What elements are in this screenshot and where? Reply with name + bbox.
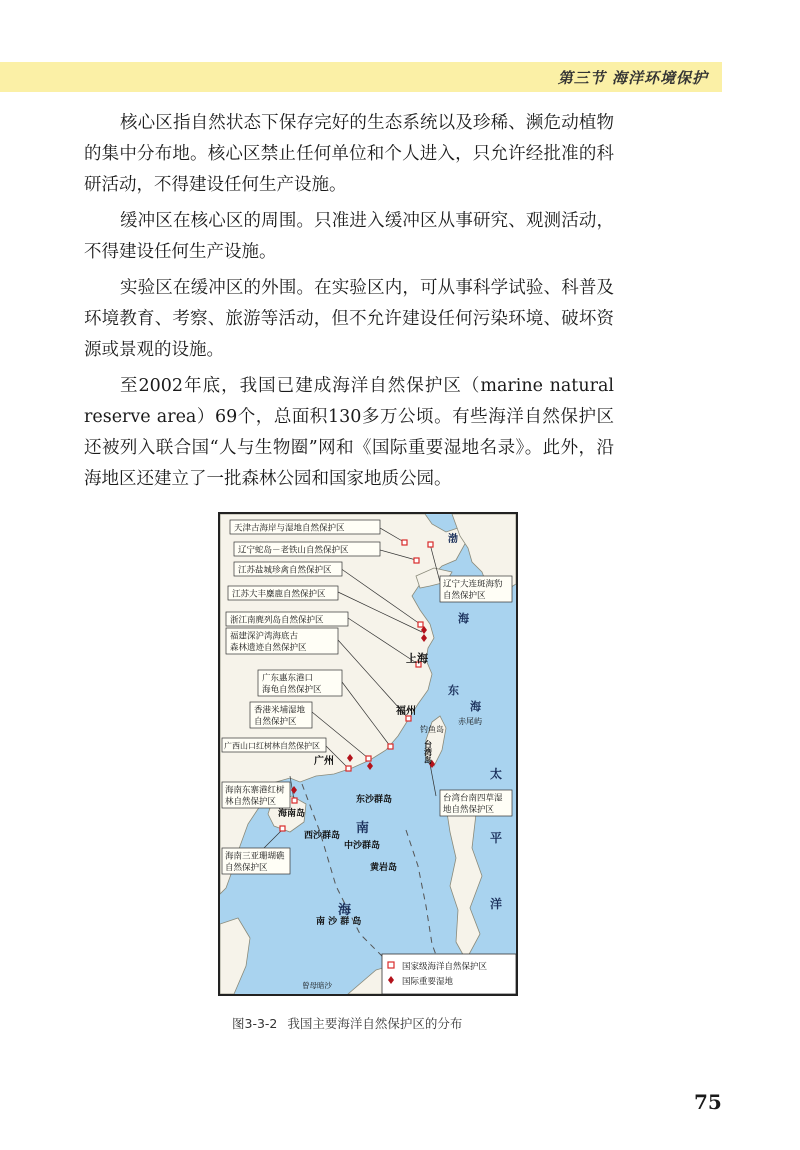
reserve-square: [402, 540, 407, 545]
place-shanghai: 上海: [406, 652, 428, 665]
map-svg: [220, 514, 516, 994]
label-fujian-line1: 福建深沪湾海底古: [230, 631, 299, 642]
place-huanghai: 海: [458, 612, 469, 625]
place-bohai: 渤: [448, 534, 458, 545]
caption-number: 图3-3-2: [232, 1016, 278, 1031]
paragraph-buffer-zone: 缓冲区在核心区的周围。只准进入缓冲区从事研究、观测活动，不得建设任何生产设施。: [84, 211, 614, 262]
reserve-square: [346, 766, 351, 771]
map-legend: [382, 954, 516, 994]
place-nansha: 南 沙 群 岛: [316, 917, 362, 927]
label-dalian-line2: 自然保护区: [443, 591, 486, 601]
place-dongsha: 东沙群岛: [356, 795, 393, 805]
section-title: 第三节 海洋环境保护: [557, 69, 708, 87]
place-donghai-1: 东: [448, 684, 459, 697]
reserve-square: [388, 744, 393, 749]
place-zengmuansha: 曾母暗沙: [302, 981, 332, 990]
reserve-square: [414, 558, 419, 563]
place-guangzhou: 广州: [314, 756, 334, 767]
paragraph-reserve-stats: 至2002年底，我国已建成海洋自然保护区（marine natural reserve area）69个，总面积130多万公顷。有些海洋自然保护区还被列入联合国“人与生物圈”网和《国际重要湿地名录》。此外，沿海地区还建立了一批森林公园和国家地质公园。: [84, 376, 614, 489]
label-hainan-dongzhai-line1: 海南东寨港红树: [225, 785, 285, 796]
place-taipingyang-2: 平: [490, 831, 503, 845]
legend-square-symbol: [388, 962, 394, 968]
legend-national-reserve: 国家级海洋自然保护区: [402, 962, 488, 972]
place-taiwan-dao: 台湾岛: [423, 740, 433, 764]
reserve-square: [280, 826, 285, 831]
legend-wetland: 国际重要湿地: [402, 977, 454, 987]
label-guangdong-line1: 广东惠东港口: [262, 673, 314, 684]
reserve-square: [292, 798, 297, 803]
place-donghai-2: 海: [470, 700, 481, 713]
place-huangyandao: 黄岩岛: [370, 863, 398, 873]
place-xisha: 西沙群岛: [304, 831, 341, 841]
label-hainan-sanya-line2: 自然保护区: [225, 863, 268, 873]
label-zhejiang-nanji: 浙江南麂列岛自然保护区: [230, 615, 324, 626]
label-jiangsu-yancheng: 江苏盐城珍禽自然保护区: [238, 565, 332, 576]
body-text: [84, 108, 614, 500]
place-chiweiyu: 赤尾屿: [458, 717, 482, 726]
place-zhongsha: 中沙群岛: [344, 841, 381, 851]
place-nanhai-2: 海: [338, 903, 352, 918]
label-hainan-dongzhai-line2: 林自然保护区: [225, 797, 277, 807]
label-tianjin: 天津古海岸与湿地自然保护区: [234, 523, 345, 534]
label-guangxi: 广西山口红树林自然保护区: [224, 741, 320, 751]
figure-caption: [232, 1014, 462, 1032]
place-fuzhou: 福州: [396, 706, 416, 717]
label-hainan-sanya-line1: 海南三亚珊瑚礁: [225, 851, 285, 862]
paragraph-core-zone: 核心区指自然状态下保存完好的生态系统以及珍稀、濒危动植物的集中分布地。核心区禁止任何单位和个人进入，只允许经批准的科研活动，不得建设任何生产设施。: [84, 113, 614, 195]
label-taiwan-line1: 台湾台南四草湿: [443, 793, 503, 804]
reserve-square: [418, 622, 423, 627]
place-hainan-dao: 海南岛: [278, 809, 306, 819]
place-taipingyang-3: 洋: [490, 897, 503, 911]
reserve-square: [366, 756, 371, 761]
header-band: [0, 62, 722, 92]
place-taipingyang-1: 太: [490, 767, 503, 781]
label-guangdong-line2: 海龟自然保护区: [262, 685, 322, 695]
label-taiwan-line2: 地自然保护区: [443, 805, 495, 815]
label-fujian-line2: 森林遗迹自然保护区: [230, 643, 307, 653]
reserve-square: [428, 542, 433, 547]
place-nanhai-1: 南: [356, 821, 370, 836]
place-diaoyudao: 钓鱼岛: [420, 725, 444, 734]
label-hongkong-line2: 自然保护区: [254, 717, 297, 727]
label-liaoning-shedao: 辽宁蛇岛－老铁山自然保护区: [238, 545, 349, 556]
paragraph-experimental-zone: 实验区在缓冲区的外围。在实验区内，可从事科学试验、科普及环境教育、考察、旅游等活动，但不允许建设任何污染环境、破坏资源或景观的设施。: [84, 278, 614, 360]
label-hongkong-line1: 香港米埔湿地: [254, 705, 306, 716]
reserve-distribution-map: [218, 512, 518, 996]
label-dalian-line1: 辽宁大连斑海豹: [443, 579, 503, 590]
page-number: 75: [694, 1090, 722, 1114]
caption-text: 我国主要海洋自然保护区的分布: [287, 1016, 463, 1031]
label-jiangsu-dafeng: 江苏大丰麋鹿自然保护区: [232, 589, 326, 600]
